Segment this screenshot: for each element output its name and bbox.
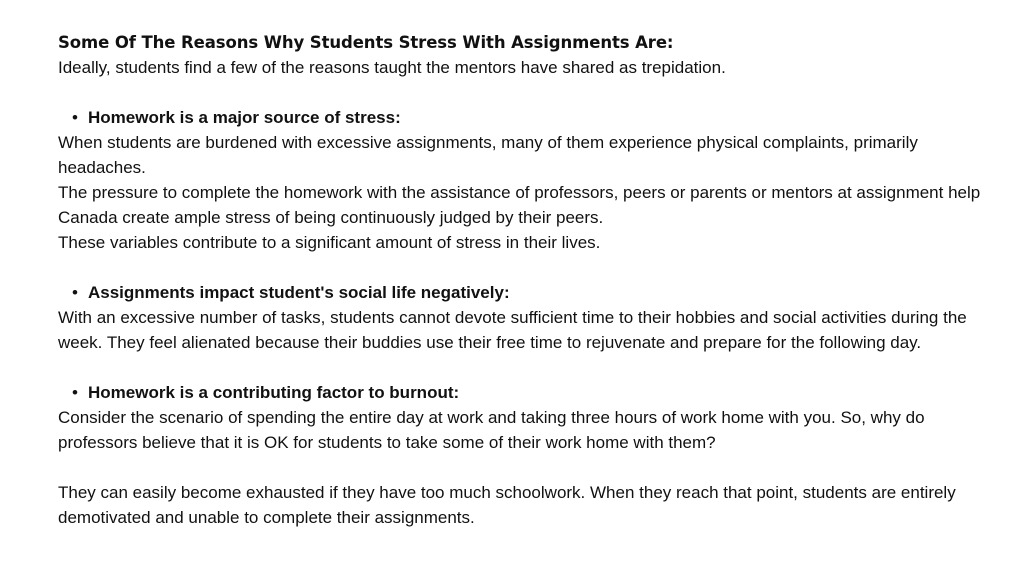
bullet-label: Homework is a contributing factor to burnout:	[88, 383, 460, 402]
bullet-label: Assignments impact student's social life negatively:	[88, 283, 510, 302]
bullet-heading-social-life	[58, 280, 988, 305]
paragraph: Consider the scenario of spending the entire day at work and taking three hours of work home with you. So, why do professors believe that it is OK for students to take some of their work home with them?	[58, 408, 925, 452]
spacer	[58, 80, 988, 105]
bullet-icon: •	[72, 383, 78, 402]
article-heading: Some Of The Reasons Why Students Stress With Assignments Are:	[58, 33, 674, 52]
paragraph: The pressure to complete the homework with the assistance of professors, peers or parents or mentors at assignment help Canada create ample stress of being continuously judged by their peers.	[58, 183, 981, 227]
spacer	[58, 455, 988, 480]
paragraph: These variables contribute to a significant amount of stress in their lives.	[58, 233, 601, 252]
closing-paragraph: They can easily become exhausted if they have too much schoolwork. When they reach that point, students are entirely demotivated and unable to complete their assignments.	[58, 483, 956, 527]
bullet-label: Homework is a major source of stress:	[88, 108, 401, 127]
spacer	[58, 255, 988, 280]
paragraph: With an excessive number of tasks, students cannot devote sufficient time to their hobbies and social activities during the week. They feel alienated because their buddies use their free time to rejuvenate and prepare for the following day.	[58, 308, 967, 352]
bullet-icon: •	[72, 108, 78, 127]
article-body	[58, 30, 988, 530]
bullet-icon: •	[72, 283, 78, 302]
intro-paragraph: Ideally, students find a few of the reasons taught the mentors have shared as trepidation.	[58, 58, 726, 77]
bullet-heading-stress	[58, 105, 988, 130]
paragraph: When students are burdened with excessive assignments, many of them experience physical complaints, primarily headaches.	[58, 133, 918, 177]
bullet-heading-burnout	[58, 380, 988, 405]
spacer	[58, 355, 988, 380]
